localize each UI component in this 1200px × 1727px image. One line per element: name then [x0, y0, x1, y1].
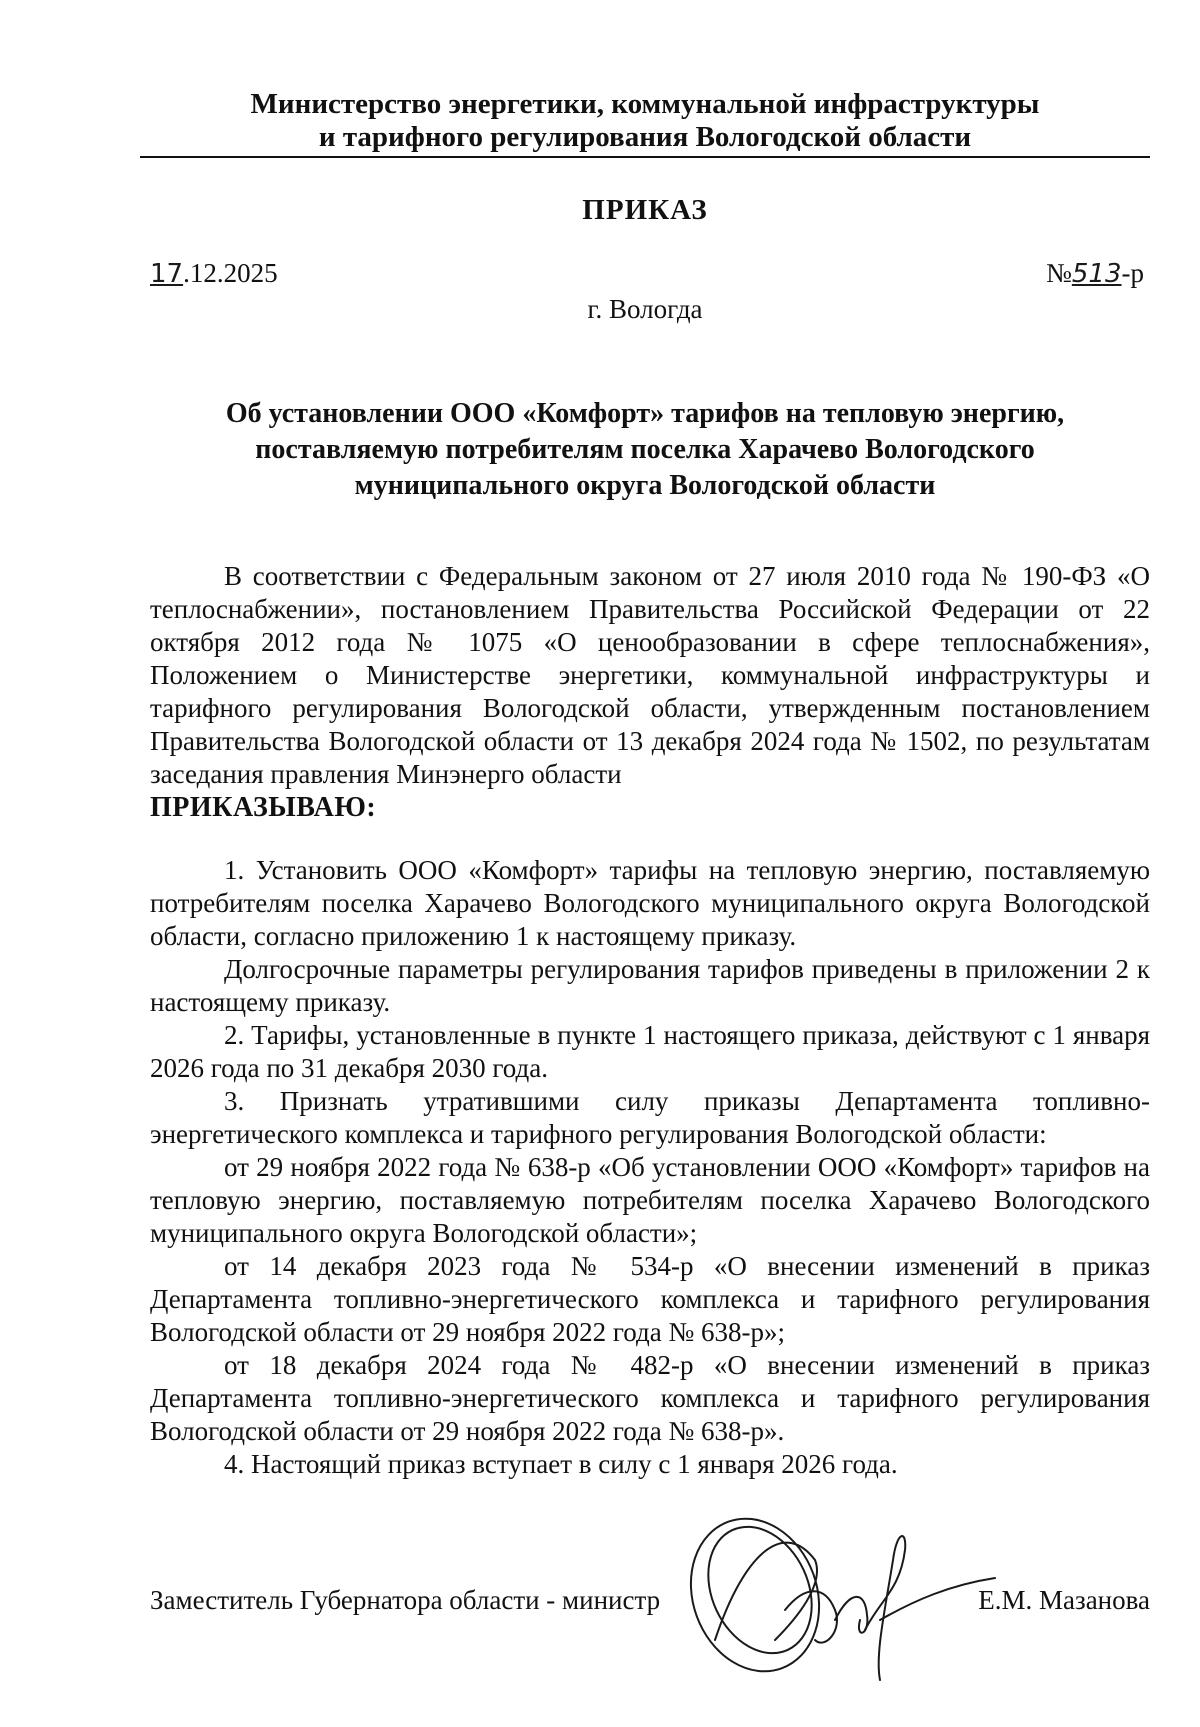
item-1: 1. Установить ООО «Комфорт» тарифы на тепловую энергию, поставляемую потребителям поселка Харачево Вологодского муниципального округа Вологодской области, согласно приложению 1 к настоящему приказу. [150, 855, 1150, 951]
ministry-line-2: и тарифного регулирования Вологодской области [318, 121, 972, 153]
item-3-a: от 29 ноября 2022 года № 638-р «Об установлении ООО «Комфорт» тарифов на тепловую энергию, поставляемую потребителям поселка Харачево Вологодского муниципального округа Вологодской области»; [150, 1152, 1150, 1248]
item-2: 2. Тарифы, установленные в пункте 1 настоящего приказа, действуют с 1 января 2026 года по 31 декабря 2030 года. [150, 1020, 1150, 1083]
order-city: г. Вологда [587, 294, 703, 324]
date-rest: .12.2025 [183, 258, 278, 288]
number-prefix: № [1046, 258, 1072, 288]
decree-heading: ПРИКАЗЫВАЮ: [150, 792, 377, 823]
signatory-name: Е.М. Мазанова [978, 1585, 1150, 1615]
signatory-position: Заместитель Губернатора области - министр [150, 1585, 661, 1615]
order-title: ПРИКАЗ [582, 194, 708, 226]
item-3: 3. Признать утратившими силу приказы Департамента топливно-энергетического комплекса и тарифного регулирования Вологодской области: [150, 1086, 1150, 1149]
order-body [150, 560, 1150, 1481]
order-subject [190, 396, 1100, 504]
item-1-note: Долгосрочные параметры регулирования тарифов приведены в приложении 2 к настоящему приказу. [150, 954, 1150, 1017]
header-divider [140, 156, 1150, 158]
item-3-b: от 14 декабря 2023 года № 534-р «О внесении изменений в приказ Департамента топливно-энергетического комплекса и тарифного регулирования Вологодской области от 29 ноября 2022 года № 638-р»; [150, 1251, 1150, 1347]
subject-line-1: Об установлении ООО «Комфорт» тарифов на тепловую энергию, [225, 398, 1065, 429]
handwritten-signature [675, 1490, 1005, 1690]
item-3-c: от 18 декабря 2024 года № 482-р «О внесении изменений в приказ Департамента топливно-энергетического комплекса и тарифного регулирования Вологодской области от 29 ноября 2022 года № 638-р». [150, 1350, 1150, 1446]
subject-line-3: муниципального округа Вологодской области [354, 470, 936, 501]
order-date [150, 258, 278, 289]
handwritten-day: 17 [150, 259, 184, 289]
item-4: 4. Настоящий приказ вступает в силу с 1 января 2026 года. [224, 1449, 898, 1479]
order-number [1046, 258, 1144, 289]
handwritten-number: 513 [1071, 259, 1122, 289]
number-suffix: -р [1121, 258, 1144, 288]
subject-line-2: поставляемую потребителям поселка Харачево Вологодского [255, 434, 1035, 465]
ministry-header [140, 88, 1150, 154]
ministry-line-1: Министерство энергетики, коммунальной инфраструктуры [250, 88, 1040, 120]
preamble-paragraph: В соответствии с Федеральным законом от 27 июля 2010 года № 190-ФЗ «О теплоснабжении», постановлением Правительства Российской Федерации от 22 октября 2012 года № 1075 «О ценообразовании в сфере теплоснабжения», Положением о Министерстве энергетики, коммунальной инфраструктуры и тарифного регулирования Вологодской области, утвержденным постановлением Правительства Вологодской области от 13 декабря 2024 года № 1502, по результатам заседания правления Минэнерго области [150, 561, 1150, 789]
